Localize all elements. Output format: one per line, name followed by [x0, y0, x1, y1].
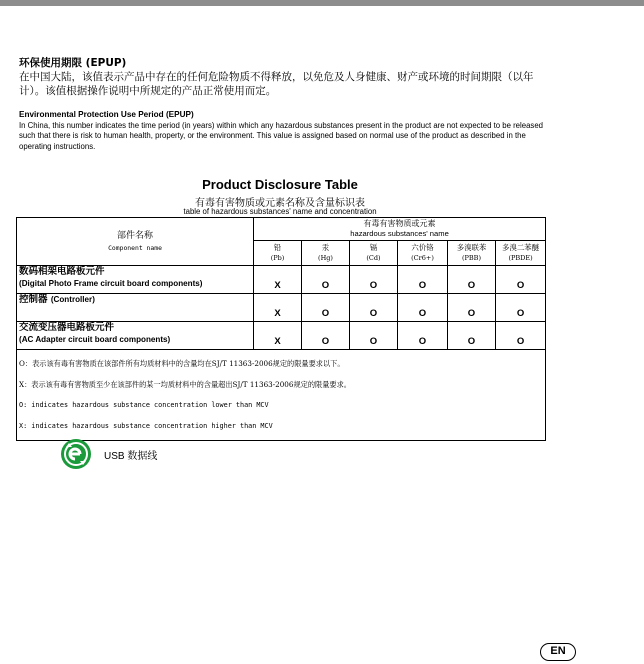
language-badge: EN [540, 643, 576, 661]
component-cn: 交流变压器电路板元件 [19, 322, 115, 333]
mark-cell: X [254, 266, 302, 294]
substance-en: (Pb) [270, 254, 285, 262]
substance-header-pbb [448, 241, 496, 266]
note-line: O：表示该有毒有害物质在该部件所有均质材料中的含量均在SJ/T 11363-2006规定的限量要求以下。 [19, 359, 345, 368]
component-header [17, 218, 254, 266]
substance-en: (PBB) [462, 254, 481, 262]
epup-chinese-section [19, 56, 549, 98]
epup-cn-text: 在中国大陆，该值表示产品中存在的任何危险物质不得释放，以免危及人身健康、财产或环境的时间期限（以年计）。该值根据操作说明中所规定的产品正常使用而定。 [19, 71, 534, 97]
disclosure-subtitle-en: table of hazardous substances' name and concentration [183, 207, 377, 216]
component-en: (AC Adapter circuit board components) [19, 335, 171, 344]
component-cell [17, 294, 254, 322]
epup-en-title: Environmental Protection Use Period (EPUP) [19, 110, 194, 119]
component-en: (Controller) [50, 295, 95, 304]
epup-en-text: In China, this number indicates the time period (in years) within which any hazardous substances present in the product are not expected to be released such that there is risk to human health, property, or the environment. This value is assigned based on normal use of the product as described in the operating instructions. [19, 120, 543, 151]
mark-cell: O [448, 266, 496, 294]
mark-cell: O [398, 266, 448, 294]
substance-header-hg [302, 241, 350, 266]
hazardous-substances-table [16, 217, 546, 441]
mark-cell: O [350, 294, 398, 322]
substances-header-cn: 有毒有害物质或元素 [363, 219, 436, 228]
component-cn: 数码相架电路板元件 [19, 266, 105, 277]
mark-cell: O [302, 294, 350, 322]
component-en: (Digital Photo Frame circuit board components) [19, 279, 203, 288]
note-line: X: indicates hazardous substance concentration higher than MCV [19, 422, 273, 430]
mark-cell: O [398, 294, 448, 322]
component-line [19, 294, 253, 306]
epup-recycle-logo-icon [60, 438, 92, 470]
mark-cell: O [350, 322, 398, 350]
table-notes [17, 350, 546, 441]
substance-header-pbde [496, 241, 546, 266]
mark-cell: X [254, 322, 302, 350]
epup-cn-title: 环保使用期限 (EPUP) [19, 57, 127, 69]
table-row [17, 266, 546, 294]
component-header-cn: 部件名称 [116, 230, 153, 241]
disclosure-title: Product Disclosure Table [202, 177, 358, 192]
mark-cell: O [302, 266, 350, 294]
mark-cell: O [350, 266, 398, 294]
substance-cn: 铅 [273, 243, 282, 252]
substance-cn: 多溴联苯 [456, 243, 487, 252]
mark-cell: O [496, 266, 546, 294]
substance-en: (Cd) [366, 254, 381, 262]
table-row [17, 322, 546, 350]
substances-header [254, 218, 546, 241]
substances-header-en: hazardous substances' name [350, 229, 449, 238]
component-cn: 控制器 [19, 294, 48, 305]
epup-english-section [19, 110, 549, 152]
substance-cn: 六价铬 [411, 243, 434, 252]
note-line: X：表示该有毒有害物质至少在该部件的某一均质材料中的含量超出SJ/T 11363-2006规定的限量要求。 [19, 380, 351, 389]
mark-cell: X [254, 294, 302, 322]
component-header-en: Component name [108, 243, 162, 252]
component-cell [17, 266, 254, 294]
note-line: O: indicates hazardous substance concentration lower than MCV [19, 401, 269, 409]
substance-cn: 镉 [369, 243, 378, 252]
substance-cn: 汞 [321, 243, 330, 252]
component-cell [17, 322, 254, 350]
substance-cn: 多溴二苯醚 [502, 243, 540, 252]
mark-cell: O [448, 294, 496, 322]
substance-en: (Hg) [318, 254, 333, 262]
mark-cell: O [398, 322, 448, 350]
substance-header-cr6 [398, 241, 448, 266]
disclosure-subtitle-cn: 有毒有害物质或元素名称及含量标识表 [195, 198, 365, 209]
mark-cell: O [448, 322, 496, 350]
table-row [17, 294, 546, 322]
top-rule [0, 0, 644, 6]
logo-label: USB 数据线 [104, 451, 158, 462]
substance-header-cd [350, 241, 398, 266]
mark-cell: O [496, 294, 546, 322]
mark-cell: O [302, 322, 350, 350]
substance-en: (PBDE) [508, 254, 533, 262]
mark-cell: O [496, 322, 546, 350]
substance-header-pb [254, 241, 302, 266]
substance-en: (Cr6+) [411, 254, 434, 262]
